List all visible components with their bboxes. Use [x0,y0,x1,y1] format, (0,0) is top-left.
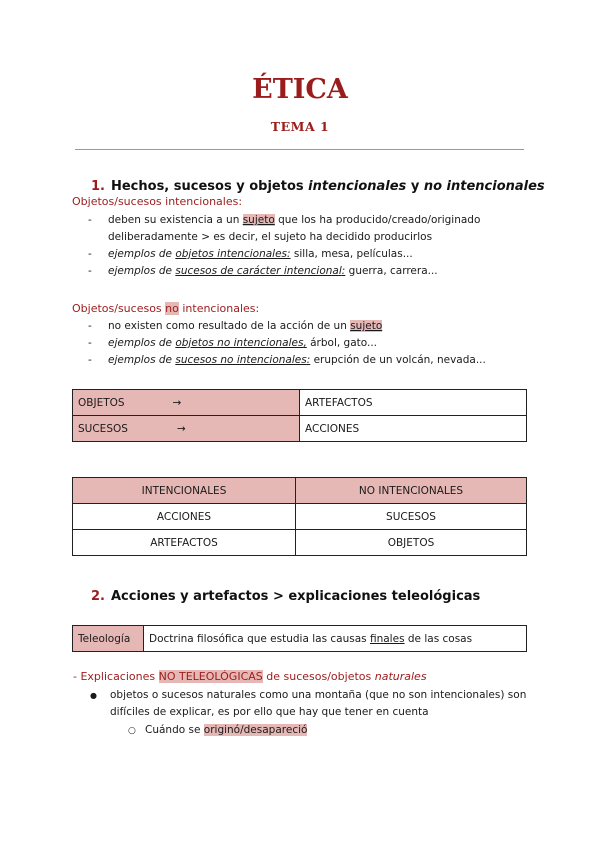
dash-bullet: - [88,265,92,277]
dash-bullet: - [88,320,92,332]
bullet-text: difíciles de explicar, es por ello que hay que tener en cuenta [110,706,429,718]
table-cell: OBJETOS → [73,390,300,416]
intencionales-table [72,477,527,556]
horizontal-divider [75,149,524,150]
list-item-text: deliberadamente > es decir, el sujeto ha decidido producirlos [108,231,433,243]
no-intencionales-label: Objetos/sucesos no intencionales: [72,302,260,315]
heading-text: Hechos, sucesos y objetos [110,179,309,194]
table-header: INTENCIONALES [73,478,296,504]
list-item-text: ejemplos de objetos intencionales: silla, mesa, películas... [108,248,413,260]
arrow-icon: → [172,396,182,409]
page-subtitle: TEMA 1 [270,119,330,134]
section-2-heading [91,589,480,604]
table-header: NO INTENCIONALES [296,478,527,504]
sub-bullet-item [128,722,307,740]
table-row [73,416,527,442]
table-row [73,504,527,530]
section-number: 2. [91,589,105,604]
list-item-text: ejemplos de sucesos de carácter intencional: guerra, carrera... [108,265,438,277]
table-cell: ACCIONES [73,504,296,530]
table-cell: ACCIONES [300,416,527,442]
intencionales-list [88,212,528,280]
explicaciones-heading: - Explicaciones NO TELEOLÓGICAS de sucesos/objetos naturales [73,670,427,683]
definition-text: Doctrina filosófica que estudia las causas finales de las cosas [144,626,527,652]
list-item-text: deben su existencia a un sujeto que los ha producido/creado/originado [108,214,481,226]
list-item-text: ejemplos de sucesos no intencionales: erupción de un volcán, nevada... [108,354,486,366]
list-item [88,352,528,369]
bullet-icon: ● [90,691,97,700]
bullet-item [90,687,530,721]
list-item [88,318,528,335]
definition-table [72,625,527,652]
table-cell: SUCESOS → [73,416,300,442]
heading-text: Acciones y artefactos > explicaciones teleológicas [110,589,481,604]
list-item-text: ejemplos de objetos no intencionales, árbol, gato... [108,337,378,349]
page-title: ÉTICA [252,74,348,105]
sub-bullet-highlight: originó/desapareció [203,724,308,736]
list-item-continuation [88,229,528,246]
list-item [88,246,528,263]
intencionales-label: Objetos/sucesos intencionales: [72,195,243,208]
heading-italic: intencionales [308,179,407,194]
list-item [88,335,528,352]
heading-text: y [406,179,424,194]
dash-bullet: - [88,214,92,226]
arrow-icon: → [176,422,186,435]
table-cell: OBJETOS [296,530,527,556]
bullet-text: objetos o sucesos naturales como una montaña (que no son intencionales) son [110,689,527,701]
list-item [88,263,528,280]
dash-bullet: - [88,354,92,366]
table-cell: ARTEFACTOS [73,530,296,556]
table-header-row [73,478,527,504]
table-row [73,626,527,652]
section-number: 1. [91,179,105,194]
dash-bullet: - [88,248,92,260]
objetos-sucesos-table [72,389,527,442]
sub-bullet-text: Cuándo se [145,724,204,736]
list-item [88,212,528,229]
section-1-heading [91,179,545,194]
table-row [73,390,527,416]
no-intencionales-list [88,318,528,369]
table-cell: ARTEFACTOS [300,390,527,416]
list-item-text: no existen como resultado de la acción de un sujeto [108,320,383,332]
table-cell: SUCESOS [296,504,527,530]
sub-bullet-icon: ○ [128,726,136,736]
dash-bullet: - [88,337,92,349]
table-row [73,530,527,556]
heading-italic: no intencionales [423,179,545,194]
definition-term: Teleología [73,626,144,652]
